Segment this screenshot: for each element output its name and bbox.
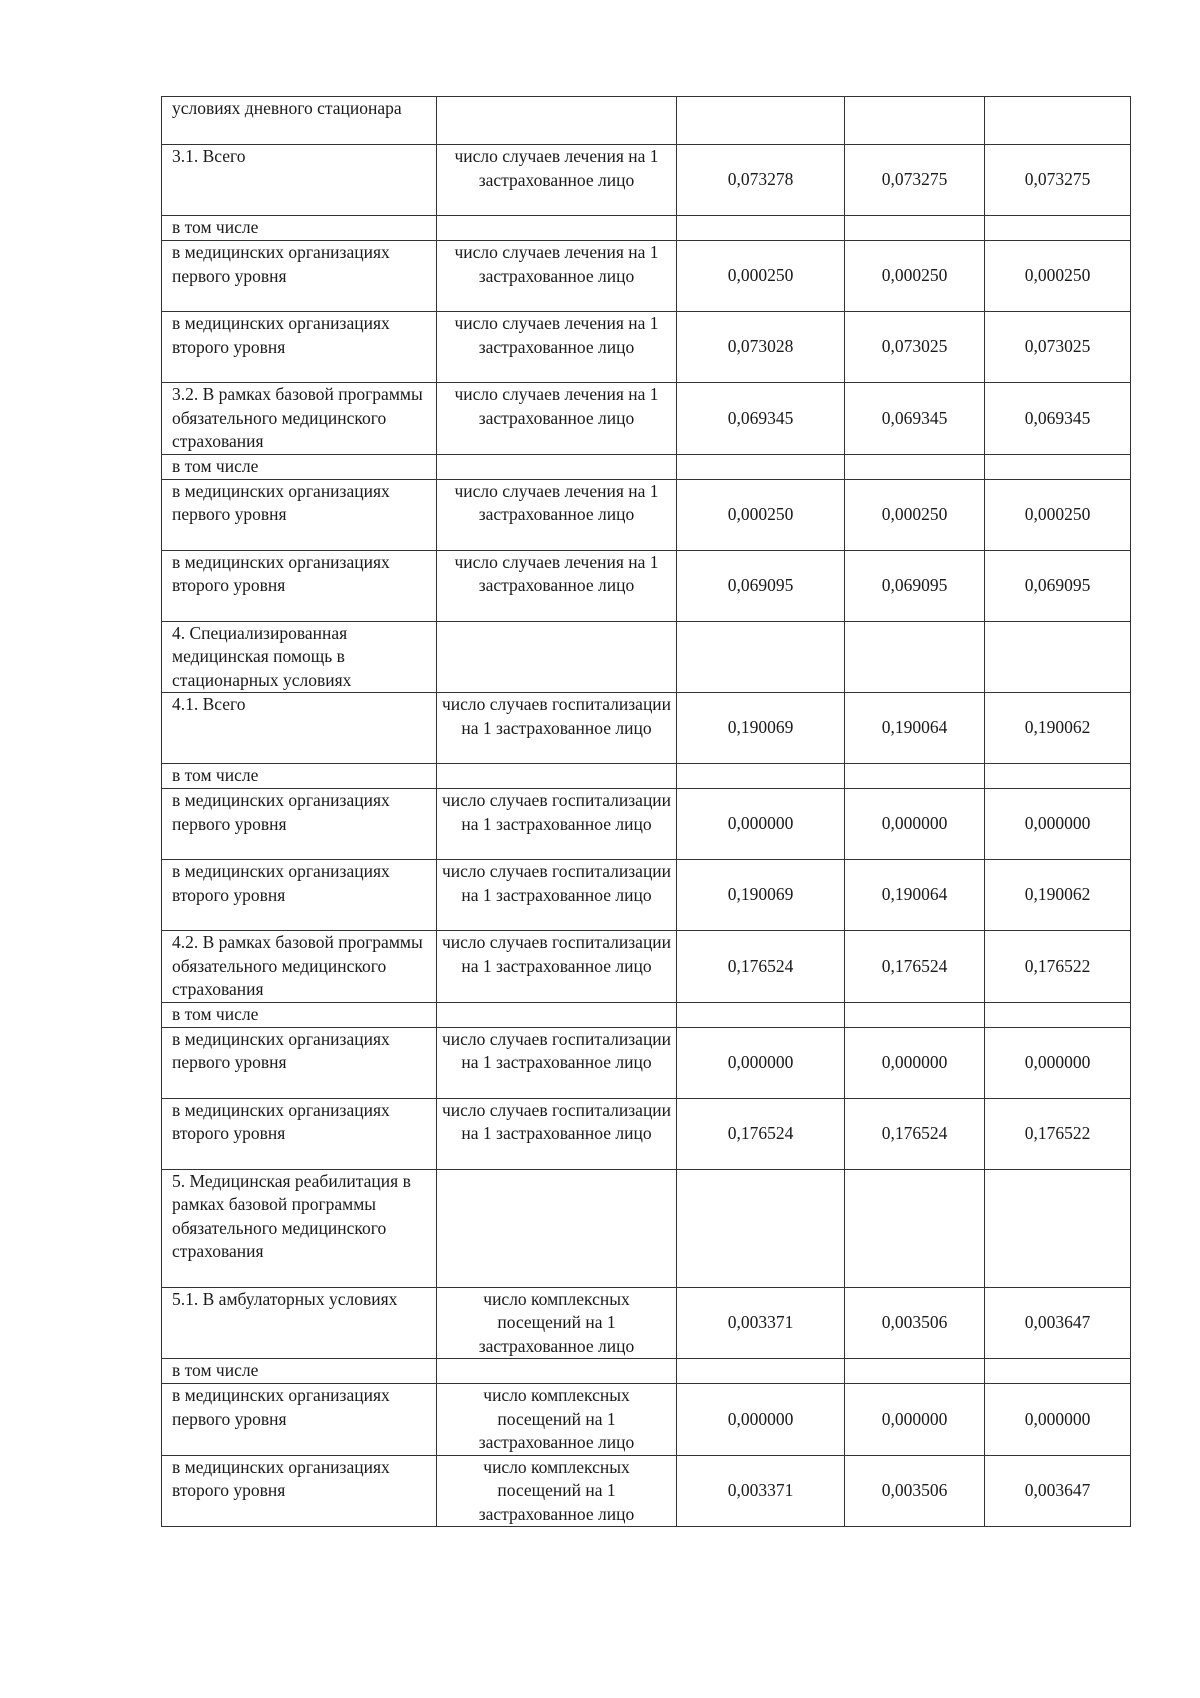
table-row <box>162 1455 1131 1527</box>
value-year3-cell: 0,073275 <box>985 145 1131 216</box>
value-year1-cell: 0,176524 <box>677 931 845 1003</box>
unit-cell: число случаев лечения на 1 застрахованное лицо <box>437 383 677 455</box>
indicator-name-cell: в медицинских организациях второго уровня <box>162 312 437 383</box>
value-year3-cell: 0,000000 <box>985 1384 1131 1456</box>
table-row <box>162 1002 1131 1027</box>
unit-cell <box>437 1169 677 1287</box>
table-body <box>162 97 1131 1527</box>
table-row <box>162 1169 1131 1287</box>
unit-cell: число случаев лечения на 1 застрахованное лицо <box>437 312 677 383</box>
value-year2-cell: 0,176524 <box>845 1098 985 1169</box>
table-row <box>162 789 1131 860</box>
unit-cell: число случаев лечения на 1 застрахованное лицо <box>437 479 677 550</box>
value-year2-cell: 0,000000 <box>845 789 985 860</box>
value-year3-cell: 0,000250 <box>985 241 1131 312</box>
value-year3-cell: 0,000000 <box>985 1027 1131 1098</box>
value-year2-cell: 0,069095 <box>845 550 985 621</box>
value-year2-cell: 0,190064 <box>845 860 985 931</box>
value-year2-cell: 0,073025 <box>845 312 985 383</box>
indicator-name-cell: условиях дневного стационара <box>162 97 437 145</box>
indicator-name-cell: в медицинских организациях второго уровня <box>162 550 437 621</box>
unit-cell: число случаев госпитализации на 1 застрахованное лицо <box>437 1098 677 1169</box>
table-row <box>162 550 1131 621</box>
unit-cell: число случаев лечения на 1 застрахованное лицо <box>437 550 677 621</box>
table-row <box>162 931 1131 1003</box>
unit-cell <box>437 97 677 145</box>
unit-cell: число случаев лечения на 1 застрахованное лицо <box>437 241 677 312</box>
value-year2-cell <box>845 1169 985 1287</box>
value-year2-cell <box>845 1002 985 1027</box>
indicator-name-cell: в медицинских организациях первого уровня <box>162 241 437 312</box>
value-year1-cell <box>677 1169 845 1287</box>
value-year2-cell: 0,000250 <box>845 241 985 312</box>
table-row <box>162 1027 1131 1098</box>
value-year2-cell: 0,176524 <box>845 931 985 1003</box>
indicator-name-cell: в медицинских организациях первого уровня <box>162 479 437 550</box>
value-year1-cell: 0,069345 <box>677 383 845 455</box>
indicator-name-cell: 4.1. Всего <box>162 693 437 764</box>
value-year1-cell: 0,000250 <box>677 241 845 312</box>
unit-cell <box>437 621 677 693</box>
value-year2-cell <box>845 1359 985 1384</box>
value-year1-cell: 0,000000 <box>677 1384 845 1456</box>
table-row <box>162 1098 1131 1169</box>
value-year2-cell: 0,069345 <box>845 383 985 455</box>
value-year2-cell: 0,073275 <box>845 145 985 216</box>
value-year3-cell <box>985 216 1131 241</box>
value-year2-cell <box>845 216 985 241</box>
value-year3-cell: 0,069095 <box>985 550 1131 621</box>
value-year1-cell <box>677 216 845 241</box>
table-row <box>162 693 1131 764</box>
value-year2-cell: 0,003506 <box>845 1287 985 1359</box>
indicators-table <box>161 96 1131 1527</box>
table-row <box>162 1384 1131 1456</box>
table-row <box>162 454 1131 479</box>
value-year2-cell <box>845 454 985 479</box>
unit-cell: число случаев госпитализации на 1 застрахованное лицо <box>437 860 677 931</box>
indicator-name-cell: в медицинских организациях первого уровня <box>162 1027 437 1098</box>
unit-cell: число комплексных посещений на 1 застрахованное лицо <box>437 1384 677 1456</box>
value-year3-cell: 0,003647 <box>985 1455 1131 1527</box>
value-year2-cell <box>845 97 985 145</box>
value-year1-cell: 0,190069 <box>677 860 845 931</box>
table-row <box>162 860 1131 931</box>
value-year3-cell: 0,073025 <box>985 312 1131 383</box>
table-row <box>162 1359 1131 1384</box>
unit-cell <box>437 1002 677 1027</box>
value-year1-cell: 0,190069 <box>677 693 845 764</box>
indicator-name-cell: 5. Медицинская реабилитация в рамках базовой программы обязательного медицинского страхования <box>162 1169 437 1287</box>
unit-cell: число комплексных посещений на 1 застрахованное лицо <box>437 1287 677 1359</box>
table-row <box>162 145 1131 216</box>
unit-cell: число случаев госпитализации на 1 застрахованное лицо <box>437 1027 677 1098</box>
value-year3-cell: 0,000000 <box>985 789 1131 860</box>
indicator-name-cell: 3.1. Всего <box>162 145 437 216</box>
value-year1-cell <box>677 454 845 479</box>
unit-cell: число случаев госпитализации на 1 застрахованное лицо <box>437 789 677 860</box>
value-year3-cell: 0,176522 <box>985 1098 1131 1169</box>
value-year2-cell <box>845 764 985 789</box>
value-year3-cell: 0,003647 <box>985 1287 1131 1359</box>
table-row <box>162 1287 1131 1359</box>
indicator-name-cell: в том числе <box>162 764 437 789</box>
unit-cell: число комплексных посещений на 1 застрахованное лицо <box>437 1455 677 1527</box>
value-year3-cell <box>985 621 1131 693</box>
value-year2-cell <box>845 621 985 693</box>
indicator-name-cell: 5.1. В амбулаторных условиях <box>162 1287 437 1359</box>
value-year1-cell <box>677 764 845 789</box>
table-row <box>162 621 1131 693</box>
value-year1-cell: 0,003371 <box>677 1287 845 1359</box>
unit-cell <box>437 454 677 479</box>
value-year1-cell <box>677 1002 845 1027</box>
table-row <box>162 383 1131 455</box>
indicator-name-cell: в том числе <box>162 1002 437 1027</box>
value-year3-cell <box>985 97 1131 145</box>
value-year1-cell: 0,000250 <box>677 479 845 550</box>
indicator-name-cell: в медицинских организациях первого уровня <box>162 1384 437 1456</box>
table-row <box>162 312 1131 383</box>
indicator-name-cell: 4. Специализированная медицинская помощь в стационарных условиях <box>162 621 437 693</box>
indicator-name-cell: в том числе <box>162 216 437 241</box>
value-year3-cell: 0,176522 <box>985 931 1131 1003</box>
unit-cell: число случаев госпитализации на 1 застрахованное лицо <box>437 931 677 1003</box>
indicator-name-cell: 3.2. В рамках базовой программы обязательного медицинского страхования <box>162 383 437 455</box>
value-year1-cell: 0,073278 <box>677 145 845 216</box>
value-year3-cell: 0,190062 <box>985 860 1131 931</box>
value-year3-cell <box>985 1169 1131 1287</box>
indicator-name-cell: в медицинских организациях второго уровня <box>162 1455 437 1527</box>
unit-cell <box>437 1359 677 1384</box>
value-year3-cell <box>985 1002 1131 1027</box>
unit-cell <box>437 764 677 789</box>
value-year1-cell <box>677 97 845 145</box>
value-year2-cell: 0,190064 <box>845 693 985 764</box>
unit-cell: число случаев госпитализации на 1 застрахованное лицо <box>437 693 677 764</box>
value-year3-cell <box>985 764 1131 789</box>
value-year1-cell: 0,073028 <box>677 312 845 383</box>
value-year1-cell: 0,000000 <box>677 1027 845 1098</box>
value-year1-cell: 0,000000 <box>677 789 845 860</box>
value-year2-cell: 0,000000 <box>845 1027 985 1098</box>
value-year2-cell: 0,000000 <box>845 1384 985 1456</box>
value-year1-cell <box>677 621 845 693</box>
table-row <box>162 216 1131 241</box>
value-year3-cell: 0,190062 <box>985 693 1131 764</box>
indicator-name-cell: в медицинских организациях первого уровня <box>162 789 437 860</box>
table-row <box>162 479 1131 550</box>
value-year3-cell <box>985 1359 1131 1384</box>
indicator-name-cell: в том числе <box>162 454 437 479</box>
unit-cell: число случаев лечения на 1 застрахованное лицо <box>437 145 677 216</box>
value-year1-cell <box>677 1359 845 1384</box>
value-year2-cell: 0,000250 <box>845 479 985 550</box>
unit-cell <box>437 216 677 241</box>
indicator-name-cell: 4.2. В рамках базовой программы обязательного медицинского страхования <box>162 931 437 1003</box>
table-row <box>162 764 1131 789</box>
indicator-name-cell: в медицинских организациях второго уровня <box>162 860 437 931</box>
value-year2-cell: 0,003506 <box>845 1455 985 1527</box>
table-row <box>162 241 1131 312</box>
value-year1-cell: 0,176524 <box>677 1098 845 1169</box>
value-year3-cell: 0,069345 <box>985 383 1131 455</box>
value-year3-cell: 0,000250 <box>985 479 1131 550</box>
table-row <box>162 97 1131 145</box>
value-year1-cell: 0,003371 <box>677 1455 845 1527</box>
indicator-name-cell: в медицинских организациях второго уровня <box>162 1098 437 1169</box>
indicator-name-cell: в том числе <box>162 1359 437 1384</box>
value-year3-cell <box>985 454 1131 479</box>
value-year1-cell: 0,069095 <box>677 550 845 621</box>
